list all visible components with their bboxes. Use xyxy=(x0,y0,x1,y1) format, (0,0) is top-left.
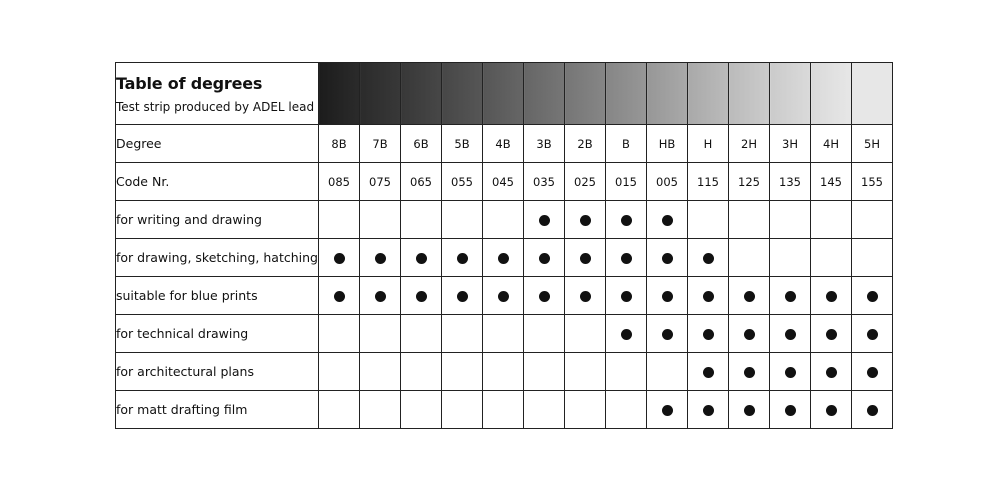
suitability-cell xyxy=(319,201,360,239)
suitability-cell xyxy=(360,353,401,391)
code-cell: 125 xyxy=(729,163,770,201)
code-cell: 065 xyxy=(401,163,442,201)
suitability-cell xyxy=(647,277,688,315)
suitability-cell xyxy=(688,239,729,277)
suitable-dot-icon xyxy=(867,329,878,340)
suitability-cell xyxy=(442,201,483,239)
suitability-cell xyxy=(770,391,811,429)
use-label: for drawing, sketching, hatching xyxy=(116,239,319,277)
suitable-dot-icon xyxy=(457,291,468,302)
suitability-cell xyxy=(770,201,811,239)
code-cell: 025 xyxy=(565,163,606,201)
suitability-cell xyxy=(524,315,565,353)
suitability-cell xyxy=(852,391,893,429)
suitability-cell xyxy=(401,315,442,353)
suitability-cell xyxy=(565,201,606,239)
suitability-cell xyxy=(524,201,565,239)
suitable-dot-icon xyxy=(785,329,796,340)
suitability-cell xyxy=(319,315,360,353)
degree-cell: 3H xyxy=(770,125,811,163)
suitability-cell xyxy=(811,391,852,429)
suitable-dot-icon xyxy=(375,253,386,264)
suitability-cell xyxy=(852,315,893,353)
code-label: Code Nr. xyxy=(116,163,319,201)
degree-cell: B xyxy=(606,125,647,163)
test-strip-swatch xyxy=(483,63,524,125)
suitable-dot-icon xyxy=(662,291,673,302)
suitability-cell xyxy=(688,391,729,429)
suitable-dot-icon xyxy=(621,215,632,226)
suitability-cell xyxy=(647,353,688,391)
suitable-dot-icon xyxy=(867,405,878,416)
suitability-cell xyxy=(360,391,401,429)
suitability-cell xyxy=(606,391,647,429)
suitability-cell xyxy=(483,201,524,239)
suitable-dot-icon xyxy=(416,291,427,302)
suitability-cell xyxy=(401,201,442,239)
suitability-cell xyxy=(729,391,770,429)
suitability-cell xyxy=(319,353,360,391)
degree-cell: 4B xyxy=(483,125,524,163)
suitability-cell xyxy=(811,239,852,277)
suitable-dot-icon xyxy=(457,253,468,264)
suitable-dot-icon xyxy=(744,405,755,416)
suitable-dot-icon xyxy=(498,253,509,264)
suitability-cell xyxy=(606,353,647,391)
suitability-cell xyxy=(565,391,606,429)
suitability-cell xyxy=(729,201,770,239)
suitability-cell xyxy=(606,277,647,315)
suitability-cell xyxy=(606,315,647,353)
test-strip-swatch xyxy=(770,63,811,125)
suitability-cell xyxy=(319,277,360,315)
use-label: for matt drafting film xyxy=(116,391,319,429)
suitability-cell xyxy=(729,353,770,391)
test-strip-swatch xyxy=(442,63,483,125)
suitability-cell xyxy=(524,239,565,277)
suitable-dot-icon xyxy=(867,367,878,378)
suitable-dot-icon xyxy=(621,329,632,340)
suitable-dot-icon xyxy=(375,291,386,302)
suitability-cell xyxy=(647,391,688,429)
suitability-cell xyxy=(606,239,647,277)
test-strip-swatch xyxy=(360,63,401,125)
code-cell: 075 xyxy=(360,163,401,201)
suitability-cell xyxy=(770,277,811,315)
suitability-cell xyxy=(811,315,852,353)
suitability-cell xyxy=(606,201,647,239)
suitability-cell xyxy=(565,353,606,391)
suitable-dot-icon xyxy=(744,329,755,340)
suitability-cell xyxy=(319,239,360,277)
code-cell: 115 xyxy=(688,163,729,201)
degree-row xyxy=(116,125,893,163)
suitability-cell xyxy=(852,239,893,277)
suitable-dot-icon xyxy=(744,367,755,378)
code-cell: 005 xyxy=(647,163,688,201)
suitability-cell xyxy=(729,239,770,277)
suitable-dot-icon xyxy=(703,329,714,340)
suitable-dot-icon xyxy=(662,405,673,416)
suitability-cell xyxy=(524,277,565,315)
use-label: for writing and drawing xyxy=(116,201,319,239)
suitable-dot-icon xyxy=(703,291,714,302)
degree-cell: 6B xyxy=(401,125,442,163)
use-label: suitable for blue prints xyxy=(116,277,319,315)
suitability-cell xyxy=(483,277,524,315)
code-cell: 155 xyxy=(852,163,893,201)
code-cell: 145 xyxy=(811,163,852,201)
use-row xyxy=(116,391,893,429)
code-cell: 085 xyxy=(319,163,360,201)
test-strip-swatch xyxy=(852,63,893,125)
suitability-cell xyxy=(688,201,729,239)
suitability-cell xyxy=(811,277,852,315)
suitability-cell xyxy=(401,353,442,391)
suitability-cell xyxy=(852,277,893,315)
degree-cell: 2H xyxy=(729,125,770,163)
use-label: for architectural plans xyxy=(116,353,319,391)
suitability-cell xyxy=(442,315,483,353)
suitability-cell xyxy=(688,315,729,353)
suitable-dot-icon xyxy=(826,367,837,378)
suitability-cell xyxy=(442,277,483,315)
degrees-table xyxy=(115,62,893,429)
test-strip-swatch xyxy=(524,63,565,125)
suitability-cell xyxy=(852,353,893,391)
table-title: Table of degrees xyxy=(116,73,263,93)
test-strip-swatch xyxy=(319,63,360,125)
suitable-dot-icon xyxy=(785,291,796,302)
test-strip-swatch xyxy=(606,63,647,125)
suitability-cell xyxy=(483,239,524,277)
test-strip-swatch xyxy=(401,63,442,125)
use-row xyxy=(116,353,893,391)
suitability-cell xyxy=(688,353,729,391)
suitable-dot-icon xyxy=(826,405,837,416)
suitable-dot-icon xyxy=(826,291,837,302)
suitability-cell xyxy=(811,353,852,391)
suitability-cell xyxy=(360,201,401,239)
suitable-dot-icon xyxy=(785,405,796,416)
suitability-cell xyxy=(770,315,811,353)
suitability-cell xyxy=(401,277,442,315)
suitability-cell xyxy=(401,239,442,277)
use-row xyxy=(116,201,893,239)
suitability-cell xyxy=(524,391,565,429)
suitable-dot-icon xyxy=(826,329,837,340)
use-row xyxy=(116,315,893,353)
test-strip-swatch xyxy=(565,63,606,125)
degree-cell: 8B xyxy=(319,125,360,163)
suitability-cell xyxy=(770,353,811,391)
suitability-cell xyxy=(647,315,688,353)
suitability-cell xyxy=(483,391,524,429)
code-cell: 135 xyxy=(770,163,811,201)
suitable-dot-icon xyxy=(539,291,550,302)
title-cell xyxy=(116,63,319,125)
suitable-dot-icon xyxy=(662,253,673,264)
suitability-cell xyxy=(729,315,770,353)
test-strip-swatch xyxy=(647,63,688,125)
suitability-cell xyxy=(360,277,401,315)
degree-cell: 5B xyxy=(442,125,483,163)
suitability-cell xyxy=(524,353,565,391)
suitable-dot-icon xyxy=(580,253,591,264)
suitability-cell xyxy=(811,201,852,239)
code-cell: 015 xyxy=(606,163,647,201)
header-row xyxy=(116,63,893,125)
suitable-dot-icon xyxy=(498,291,509,302)
suitability-cell xyxy=(442,239,483,277)
code-cell: 045 xyxy=(483,163,524,201)
degree-cell: 5H xyxy=(852,125,893,163)
suitability-cell xyxy=(360,315,401,353)
suitability-cell xyxy=(688,277,729,315)
test-strip-swatch xyxy=(811,63,852,125)
suitability-cell xyxy=(442,391,483,429)
degree-cell: 2B xyxy=(565,125,606,163)
suitable-dot-icon xyxy=(334,253,345,264)
suitable-dot-icon xyxy=(744,291,755,302)
suitable-dot-icon xyxy=(580,291,591,302)
suitability-cell xyxy=(401,391,442,429)
test-strip-swatch xyxy=(688,63,729,125)
suitability-cell xyxy=(647,239,688,277)
suitable-dot-icon xyxy=(703,367,714,378)
suitable-dot-icon xyxy=(703,253,714,264)
code-cell: 035 xyxy=(524,163,565,201)
suitable-dot-icon xyxy=(867,291,878,302)
use-label: for technical drawing xyxy=(116,315,319,353)
suitable-dot-icon xyxy=(662,215,673,226)
degree-label: Degree xyxy=(116,125,319,163)
suitability-cell xyxy=(565,315,606,353)
suitability-cell xyxy=(852,201,893,239)
suitable-dot-icon xyxy=(539,215,550,226)
suitability-cell xyxy=(729,277,770,315)
suitable-dot-icon xyxy=(416,253,427,264)
code-row xyxy=(116,163,893,201)
use-row xyxy=(116,239,893,277)
suitability-cell xyxy=(647,201,688,239)
test-strip-swatch xyxy=(729,63,770,125)
suitable-dot-icon xyxy=(621,291,632,302)
use-row xyxy=(116,277,893,315)
suitability-cell xyxy=(319,391,360,429)
suitable-dot-icon xyxy=(703,405,714,416)
suitability-cell xyxy=(442,353,483,391)
suitability-cell xyxy=(483,353,524,391)
suitable-dot-icon xyxy=(785,367,796,378)
suitability-cell xyxy=(565,277,606,315)
suitable-dot-icon xyxy=(580,215,591,226)
suitable-dot-icon xyxy=(621,253,632,264)
suitability-cell xyxy=(565,239,606,277)
table-subtitle: Test strip produced by ADEL lead xyxy=(116,99,315,114)
degree-cell: 3B xyxy=(524,125,565,163)
suitability-cell xyxy=(483,315,524,353)
code-cell: 055 xyxy=(442,163,483,201)
suitable-dot-icon xyxy=(334,291,345,302)
suitability-cell xyxy=(770,239,811,277)
suitable-dot-icon xyxy=(539,253,550,264)
degree-cell: 4H xyxy=(811,125,852,163)
degree-cell: H xyxy=(688,125,729,163)
degree-cell: 7B xyxy=(360,125,401,163)
degree-cell: HB xyxy=(647,125,688,163)
suitable-dot-icon xyxy=(662,329,673,340)
suitability-cell xyxy=(360,239,401,277)
